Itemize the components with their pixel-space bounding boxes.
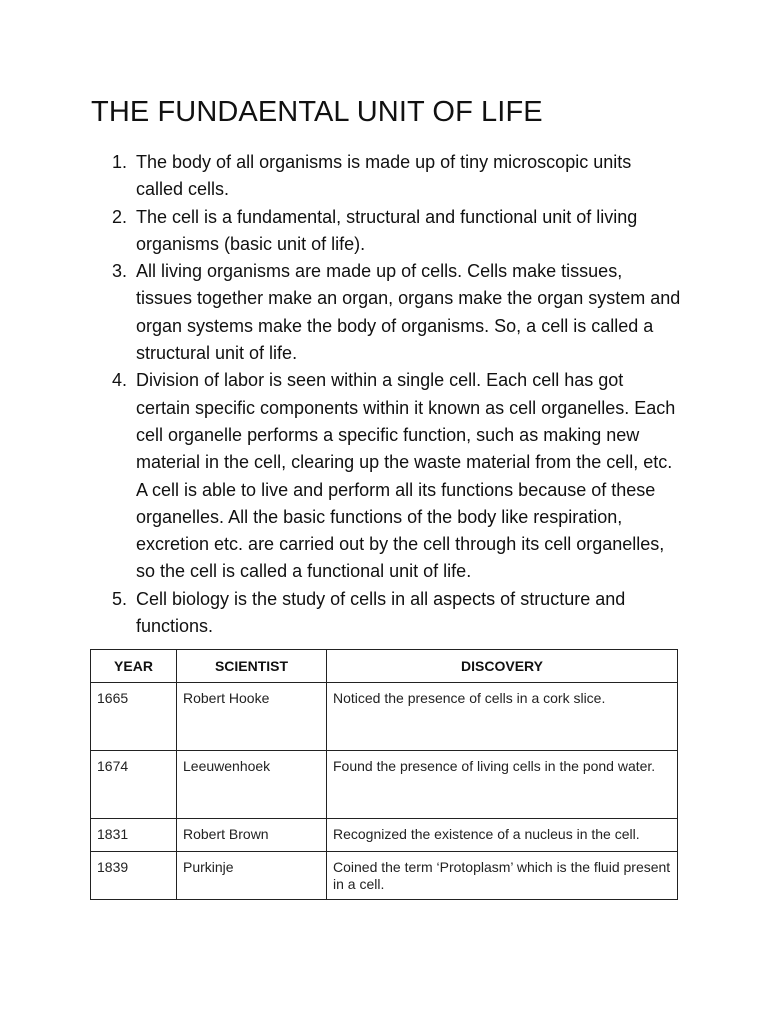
points-list — [92, 149, 682, 640]
table-row — [91, 683, 678, 751]
cell-discovery: Recognized the existence of a nucleus in the cell. — [327, 819, 678, 852]
column-header-year: YEAR — [91, 650, 177, 683]
table-row — [91, 751, 678, 819]
column-header-discovery: DISCOVERY — [327, 650, 678, 683]
list-item — [92, 367, 682, 585]
cell-discovery: Found the presence of living cells in the pond water. — [327, 751, 678, 819]
list-item — [92, 258, 682, 367]
cell-scientist: Leeuwenhoek — [177, 751, 327, 819]
cell-scientist: Robert Hooke — [177, 683, 327, 751]
list-item-number: 3. — [112, 261, 128, 282]
list-item — [92, 204, 682, 259]
list-item — [92, 586, 682, 641]
list-item-text: Division of labor is seen within a single cell. Each cell has got certain specific components within it known as cell organelles. Each cell organelle performs a specific function, such as making new material in the cell, clearing up the waste material from the cell, etc. A cell is able to live and perform all its functions because of these organelles. All the basic functions of the body like respiration, excretion etc. are carried out by the cell through its cell organelles, so the cell is called a functional unit of life. — [136, 370, 676, 582]
cell-scientist: Purkinje — [177, 852, 327, 900]
column-header-scientist: SCIENTIST — [177, 650, 327, 683]
list-item-number: 2. — [112, 206, 128, 227]
cell-discovery: Coined the term ‘Protoplasm’ which is the fluid present in a cell. — [327, 852, 678, 900]
cell-year: 1674 — [91, 751, 177, 819]
list-item-number: 4. — [112, 370, 128, 391]
list-item-text: The body of all organisms is made up of tiny microscopic units called cells. — [136, 152, 632, 200]
list-item-number: 5. — [112, 588, 128, 609]
table-row — [91, 819, 678, 852]
list-item-text: The cell is a fundamental, structural and functional unit of living organisms (basic unit of life). — [136, 206, 638, 254]
list-item-text: All living organisms are made up of cells. Cells make tissues, tissues together make an organ, organs make the organ system and organ systems make the body of organisms. So, a cell is called a structural unit of life. — [136, 261, 681, 364]
list-item-number: 1. — [112, 152, 128, 172]
discovery-table — [90, 649, 678, 900]
table-row — [91, 852, 678, 900]
cell-year: 1831 — [91, 819, 177, 852]
cell-year: 1839 — [91, 852, 177, 900]
list-item-text: Cell biology is the study of cells in all aspects of structure and functions. — [136, 588, 626, 637]
list-item — [92, 149, 682, 204]
table-header-row — [91, 650, 678, 683]
page-title: THE FUNDAENTAL UNIT OF LIFE — [91, 96, 543, 128]
cell-scientist: Robert Brown — [177, 819, 327, 852]
cell-discovery: Noticed the presence of cells in a cork slice. — [327, 683, 678, 751]
cell-year: 1665 — [91, 683, 177, 751]
